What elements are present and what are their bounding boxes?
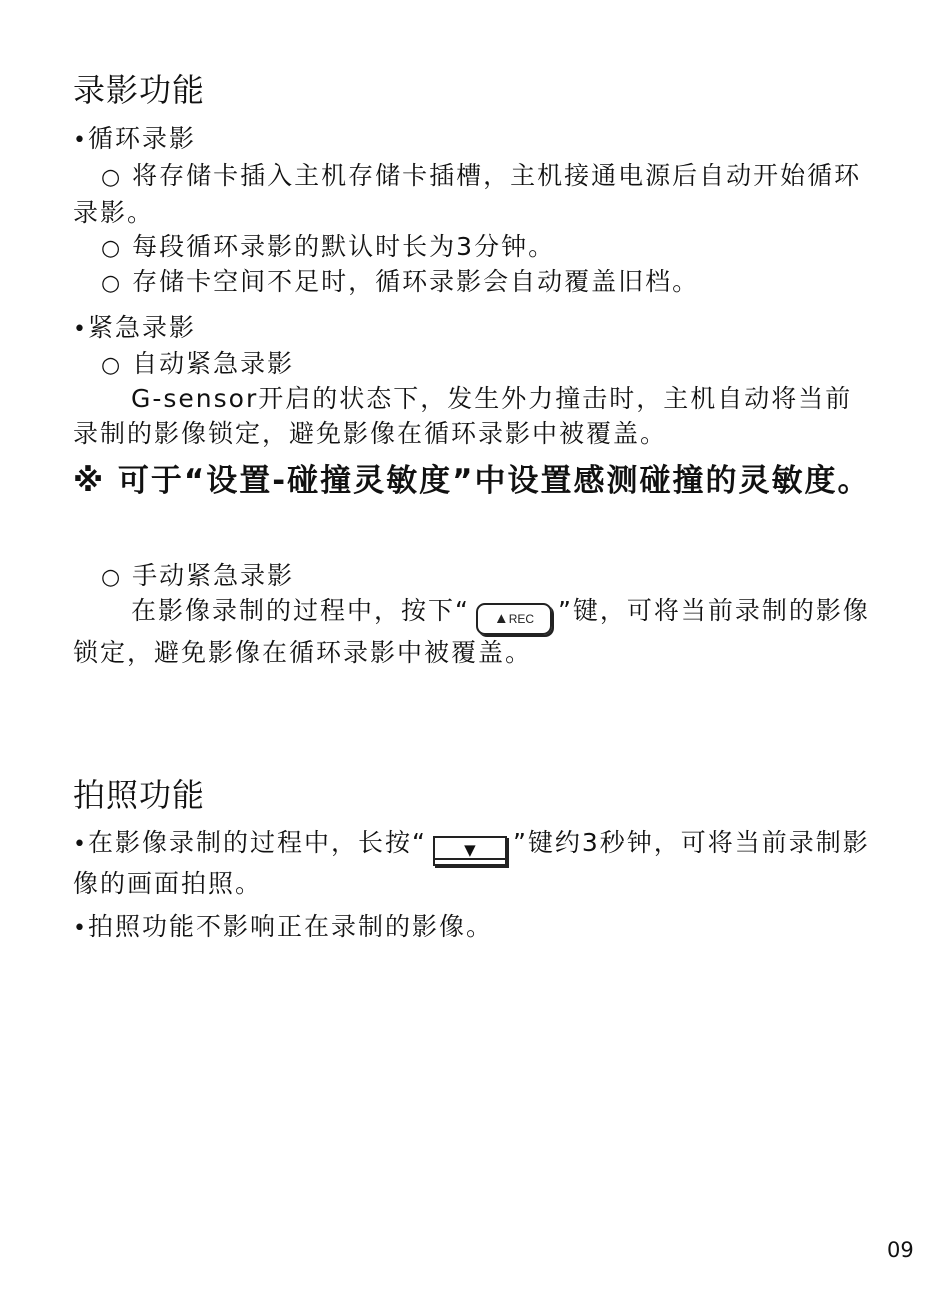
rec-key-icon: ▲REC bbox=[476, 603, 552, 635]
bullet-icon: • bbox=[73, 128, 88, 153]
bullet-icon: • bbox=[73, 317, 88, 342]
manual-emergency-title: ○ 手动紧急录影 bbox=[101, 561, 295, 590]
circle-bullet-icon: ○ bbox=[101, 353, 123, 378]
emergency-record-title: •紧急录影 bbox=[73, 313, 196, 342]
bullet-icon: • bbox=[73, 916, 88, 941]
page-number: 09 bbox=[887, 1238, 914, 1262]
circle-bullet-icon: ○ bbox=[101, 165, 123, 190]
loop-record-title: •循环录影 bbox=[73, 124, 196, 153]
manual-emergency-description: 在影像录制的过程中，按下“ ▲REC ”键，可将当前录制的影像锁定，避免影像在循环录影中被覆盖。 bbox=[73, 596, 870, 667]
loop-record-item-3: ○ 存储卡空间不足时，循环录影会自动覆盖旧档。 bbox=[101, 267, 700, 296]
record-section-heading: 录影功能 bbox=[73, 71, 206, 109]
down-arrow-icon: ▼ bbox=[464, 841, 476, 859]
sensitivity-note: ※ 可于“设置-碰撞灵敏度”中设置感测碰撞的灵敏度。 bbox=[73, 463, 871, 499]
circle-bullet-icon: ○ bbox=[101, 236, 123, 261]
loop-record-item-2: ○ 每段循环录影的默认时长为3分钟。 bbox=[101, 232, 556, 261]
photo-item-1: •在影像录制的过程中，长按“ ▼ ”键约3秒钟，可将当前录制影像的画面拍照。 bbox=[73, 828, 870, 898]
photo-section-heading: 拍照功能 bbox=[73, 776, 206, 814]
circle-bullet-icon: ○ bbox=[101, 565, 123, 590]
warning-triangle-icon: ▲ bbox=[493, 610, 509, 627]
loop-record-item-1: ○ 将存储卡插入主机存储卡插槽，主机接通电源后自动开始循环录影。 bbox=[73, 161, 862, 227]
down-key-icon bbox=[433, 836, 507, 866]
auto-emergency-description: G-sensor开启的状态下，发生外力撞击时，主机自动将当前录制的影像锁定，避免影像在循环录影中被覆盖。 bbox=[73, 384, 853, 448]
photo-item-2: •拍照功能不影响正在录制的影像。 bbox=[73, 912, 493, 941]
circle-bullet-icon: ○ bbox=[101, 271, 123, 296]
auto-emergency-title: ○ 自动紧急录影 bbox=[101, 349, 295, 378]
bullet-icon: • bbox=[73, 832, 88, 857]
